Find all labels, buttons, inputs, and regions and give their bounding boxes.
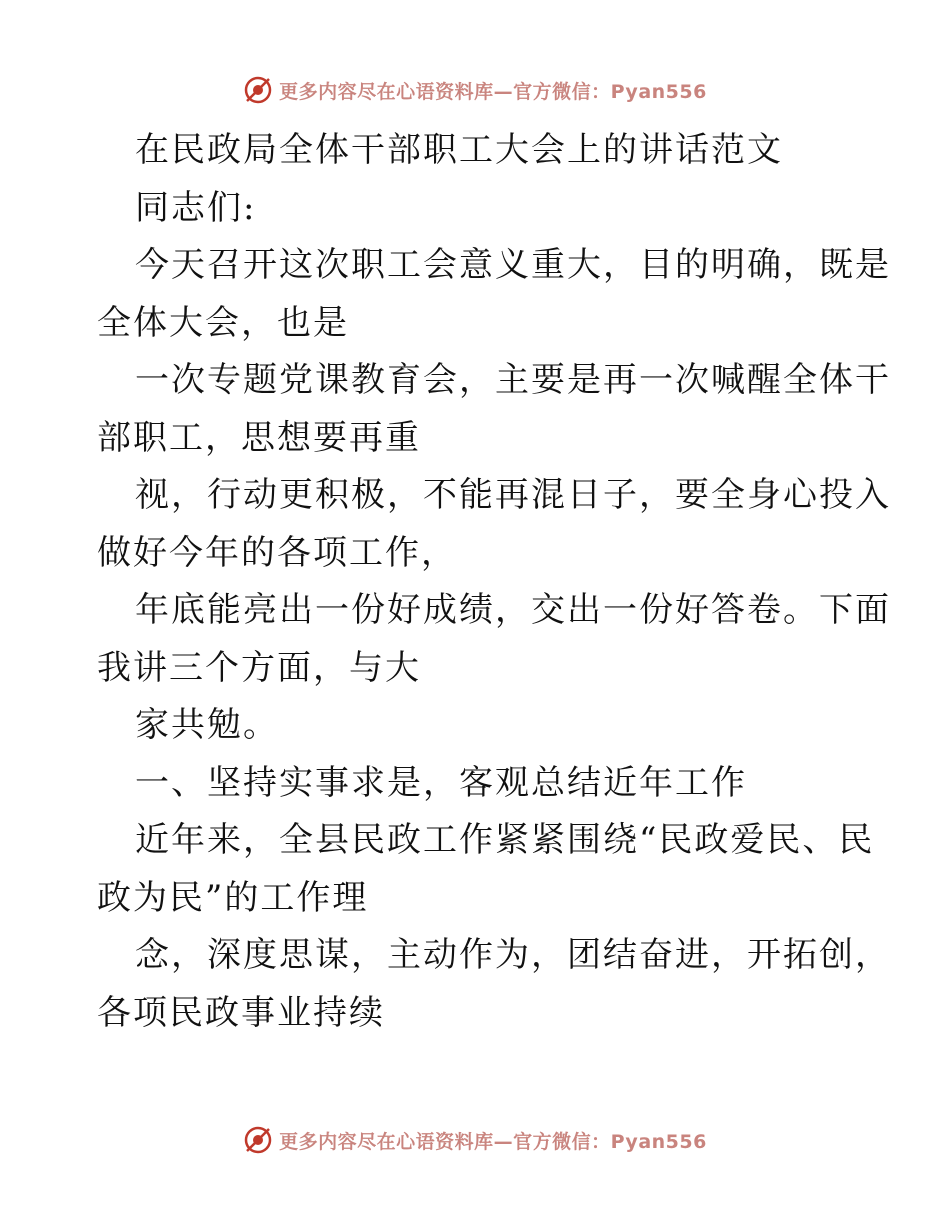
- pen-circle-logo-icon: [243, 1125, 273, 1155]
- text-line: 年底能亮出一份好成绩，交出一份好答卷。下面: [135, 590, 891, 630]
- text-line: 视，行动更积极，不能再混日子，要全身心投入: [135, 475, 891, 515]
- header-watermark: [0, 70, 950, 110]
- document-body: [97, 122, 891, 1042]
- text-line: 同志们:: [135, 187, 257, 228]
- text-line: 我讲三个方面，与大: [97, 647, 421, 688]
- text-line: 全体大会，也是: [97, 302, 349, 343]
- text-line: 一、坚持实事求是，客观总结近年工作: [135, 762, 747, 803]
- text-line: 部职工，思想要再重: [97, 417, 421, 458]
- text-line: 家共勉。: [135, 705, 279, 745]
- text-line: 今天召开这次职工会意义重大，目的明确，既是: [135, 245, 891, 285]
- text-line: 在民政局全体干部职工大会上的讲话范文: [135, 130, 783, 170]
- text-line: 近年来，全县民政工作紧紧围绕“民政爱民、民: [135, 820, 875, 860]
- watermark-text: 更多内容尽在心语资料库—官方微信：Pyan556: [279, 80, 707, 103]
- text-line: 一次专题党课教育会，主要是再一次喊醒全体干: [135, 360, 891, 400]
- watermark-text: 更多内容尽在心语资料库—官方微信：Pyan556: [279, 1130, 707, 1153]
- text-line: 政为民”的工作理: [97, 877, 369, 918]
- footer-watermark: [0, 1120, 950, 1160]
- pen-circle-logo-icon: [243, 75, 273, 105]
- text-line: 做好今年的各项工作，: [97, 532, 457, 573]
- text-line: 各项民政事业持续: [97, 992, 385, 1033]
- text-line: 念，深度思谋，主动作为，团结奋进，开拓创，: [135, 935, 891, 975]
